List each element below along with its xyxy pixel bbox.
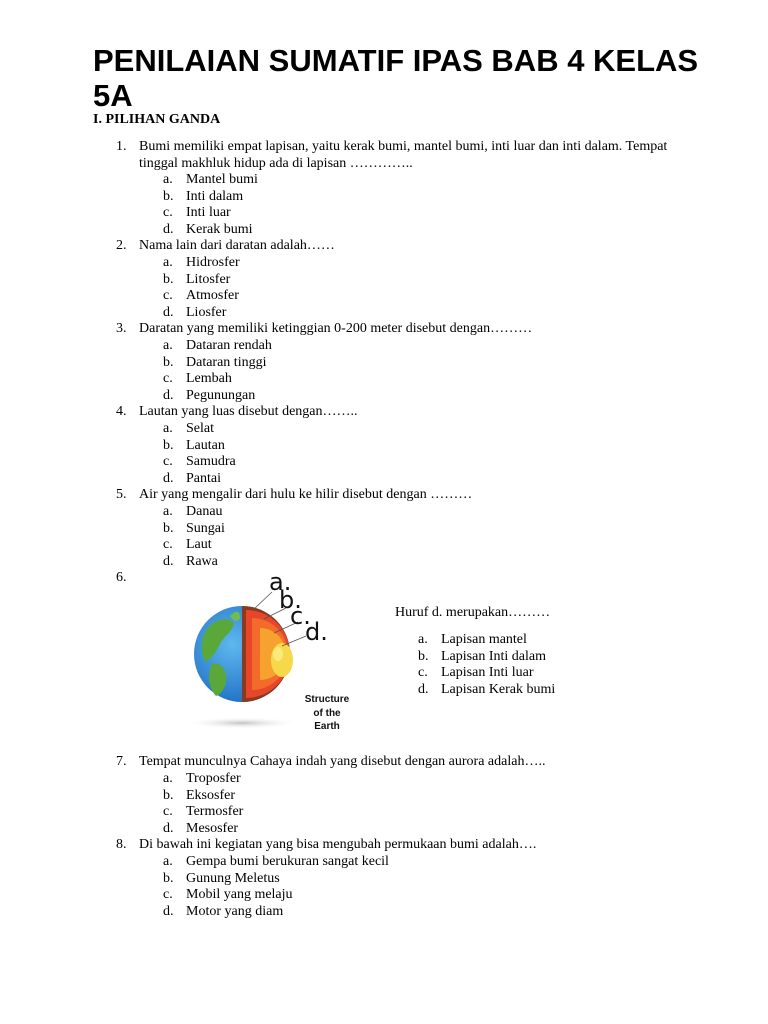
option-letter: b. [163,188,174,204]
option-text: Lapisan Inti luar [441,665,534,681]
option-letter: b. [163,870,174,886]
option-letter: b. [163,354,174,370]
question-number: 7. [116,754,127,770]
option-letter: a. [163,771,173,786]
option-text: Lembah [186,371,232,387]
question-number: 8. [116,837,127,853]
option-letter: a. [163,255,173,270]
option-text: Kerak bumi [186,221,253,237]
option-letter: c. [418,665,428,681]
option-letter: a. [163,421,173,436]
option-letter: c. [163,804,173,820]
option-text: Mobil yang melaju [186,887,293,903]
option-text: Pegunungan [186,387,256,403]
question-text: Bumi memiliki empat lapisan, yaitu kerak bumi, mantel bumi, inti luar dan inti dalam. Tempat tinggal makhluk hidup ada di lapisan ………….. [139,139,668,171]
section-heading: I. PILIHAN GANDA [93,112,221,127]
option-text: Mantel bumi [186,172,258,187]
question-text: Lautan yang luas disebut dengan…….. [139,404,358,420]
option-text: Inti luar [186,205,231,221]
option-text: Dataran tinggi [186,354,267,370]
option-text: Troposfer [186,771,241,786]
option-letter: a. [163,854,173,869]
option-letter: b. [163,437,174,453]
figure-label-d: d. [305,618,328,646]
option-text: Gunung Meletus [186,870,280,886]
option-letter: d. [163,470,174,486]
option-text: Selat [186,421,214,436]
option-text: Atmosfer [186,288,239,304]
option-text: Litosfer [186,271,231,287]
figure-label-a: a. [269,568,292,596]
option-text: Lapisan Inti dalam [441,648,546,664]
option-text: Lapisan mantel [441,632,527,647]
question-number: 2. [116,238,127,254]
question-number: 4. [116,404,127,420]
option-letter: a. [163,172,173,187]
option-text: Inti dalam [186,188,244,204]
option-text: Termosfer [186,804,244,820]
figure-caption-line-1: Structure [304,694,350,705]
option-text: Rawa [186,553,218,569]
question-text: Tempat munculnya Cahaya indah yang disebut dengan aurora adalah….. [139,754,546,770]
question-number: 1. [116,139,127,154]
option-text: Hidrosfer [186,255,240,270]
option-letter: a. [163,338,173,353]
option-text: Motor yang diam [186,903,284,919]
figure-label-b: b. [279,586,302,614]
question-text: Huruf d. merupakan……… [395,605,551,620]
question-text: Daratan yang memiliki ketinggian 0-200 meter disebut dengan……… [139,321,533,337]
option-text: Pantai [186,470,221,486]
question-number: 6. [116,570,127,586]
option-letter: b. [418,648,429,664]
document-title: PENILAIAN SUMATIF IPAS BAB 4 KELAS 5A [93,43,699,113]
option-letter: b. [163,520,174,536]
figure-caption-line-2: of the [313,708,341,719]
figure-caption-line-3: Earth [314,721,340,730]
question-text: Nama lain dari daratan adalah…… [139,238,335,254]
option-letter: c. [163,371,173,387]
option-text: Sungai [186,520,225,536]
option-letter: d. [163,553,174,569]
earth-structure-figure [160,566,396,730]
question-text: Di bawah ini kegiatan yang bisa mengubah permukaan bumi adalah…. [139,837,537,853]
option-letter: c. [163,887,173,903]
option-letter: a. [418,632,428,647]
option-letter: d. [163,903,174,919]
question-text: Air yang mengalir dari hulu ke hilir disebut dengan ……… [139,487,473,503]
option-text: Gempa bumi berukuran sangat kecil [186,854,389,869]
option-letter: b. [163,271,174,287]
option-letter: a. [163,504,173,519]
option-letter: d. [163,221,174,237]
option-letter: b. [163,787,174,803]
option-letter: c. [163,454,173,470]
option-text: Laut [186,537,212,553]
question-number: 3. [116,321,127,337]
option-text: Eksosfer [186,787,235,803]
option-text: Dataran rendah [186,338,272,353]
option-letter: d. [163,820,174,836]
option-letter: c. [163,205,173,221]
question-number: 5. [116,487,127,503]
earth-layers-illustration [160,566,396,730]
option-letter: c. [163,288,173,304]
option-letter: c. [163,537,173,553]
figure-label-c: c. [290,602,311,630]
option-letter: d. [163,387,174,403]
option-letter: d. [418,681,429,697]
option-text: Lautan [186,437,225,453]
option-text: Mesosfer [186,820,239,836]
option-text: Samudra [186,454,236,470]
option-text: Liosfer [186,304,227,320]
option-letter: d. [163,304,174,320]
option-text: Lapisan Kerak bumi [441,681,556,697]
option-text: Danau [186,504,223,519]
